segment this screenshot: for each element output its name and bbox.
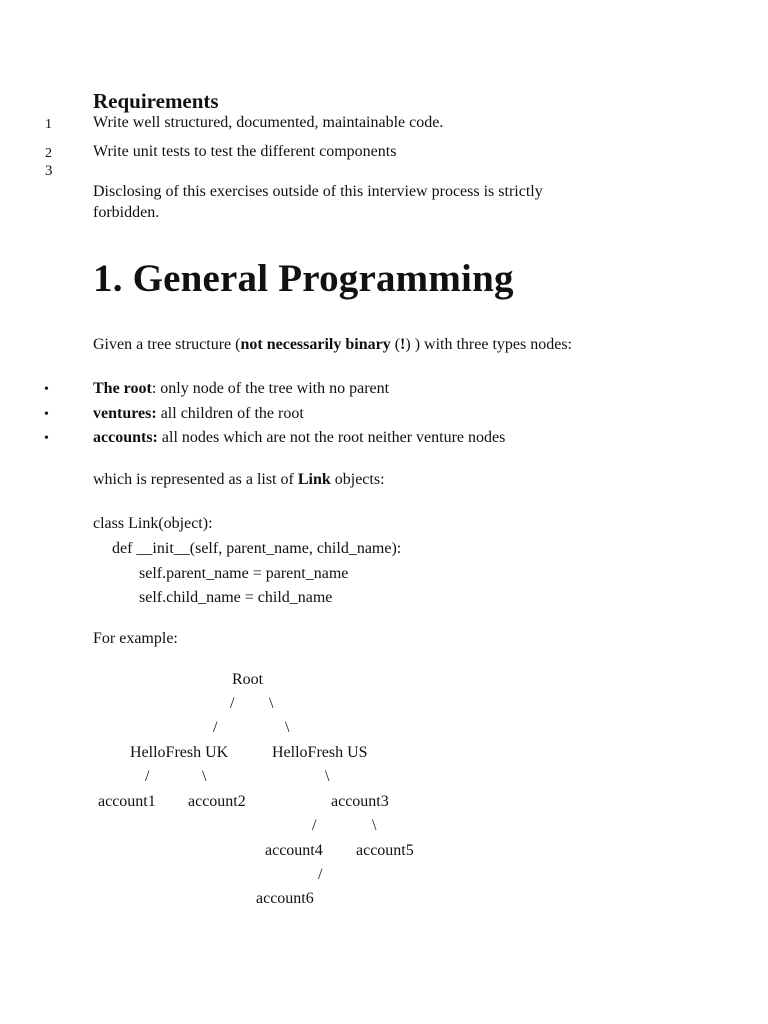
tree-edge: \ [372, 817, 377, 834]
requirement-number: 1 [45, 117, 52, 132]
requirement-number: 2 [45, 146, 52, 161]
disclaimer-line: forbidden. [93, 204, 160, 221]
tree-edge: \ [269, 695, 274, 712]
code-line: def __init__(self, parent_name, child_name): [112, 540, 402, 557]
tree-edge: / [312, 817, 317, 834]
tree-node-account: account4 [265, 842, 323, 859]
tree-node-root: Root [232, 671, 264, 688]
tree-node-account: account1 [98, 793, 156, 810]
requirement-text: Write unit tests to test the different components [93, 143, 397, 160]
code-line: self.parent_name = parent_name [139, 565, 349, 582]
link-paragraph: which is represented as a list of Link objects: [93, 471, 385, 488]
bullet-icon: • [44, 431, 49, 446]
tree-edge: / [230, 695, 235, 712]
bullet-icon: • [44, 382, 49, 397]
tree-node-venture: HelloFresh US [272, 744, 368, 761]
requirement-number: 3 [45, 163, 53, 179]
tree-node-account: account3 [331, 793, 389, 810]
list-item: The root: only node of the tree with no parent [93, 380, 390, 397]
tree-edge: / [318, 866, 323, 883]
code-line: class Link(object): [93, 515, 213, 532]
tree-edge: \ [325, 768, 330, 785]
tree-edge: \ [202, 768, 207, 785]
code-line: self.child_name = child_name [139, 589, 333, 606]
list-item: ventures: all children of the root [93, 405, 304, 422]
tree-node-venture: HelloFresh UK [130, 744, 229, 761]
disclaimer-line: Disclosing of this exercises outside of this interview process is strictly [93, 183, 543, 200]
tree-node-account: account2 [188, 793, 246, 810]
list-item: accounts: all nodes which are not the root neither venture nodes [93, 429, 506, 446]
tree-edge: \ [285, 719, 290, 736]
example-label: For example: [93, 630, 178, 647]
tree-node-account: account5 [356, 842, 414, 859]
tree-edge: / [213, 719, 218, 736]
requirement-text: Write well structured, documented, maintainable code. [93, 114, 444, 131]
requirements-heading: Requirements [93, 89, 219, 113]
intro-paragraph: Given a tree structure (not necessarily binary (!) ) with three types nodes: [93, 336, 572, 353]
section-heading: 1. General Programming [93, 257, 514, 300]
bullet-icon: • [44, 407, 49, 422]
tree-edge: / [145, 768, 150, 785]
tree-node-account: account6 [256, 890, 314, 907]
